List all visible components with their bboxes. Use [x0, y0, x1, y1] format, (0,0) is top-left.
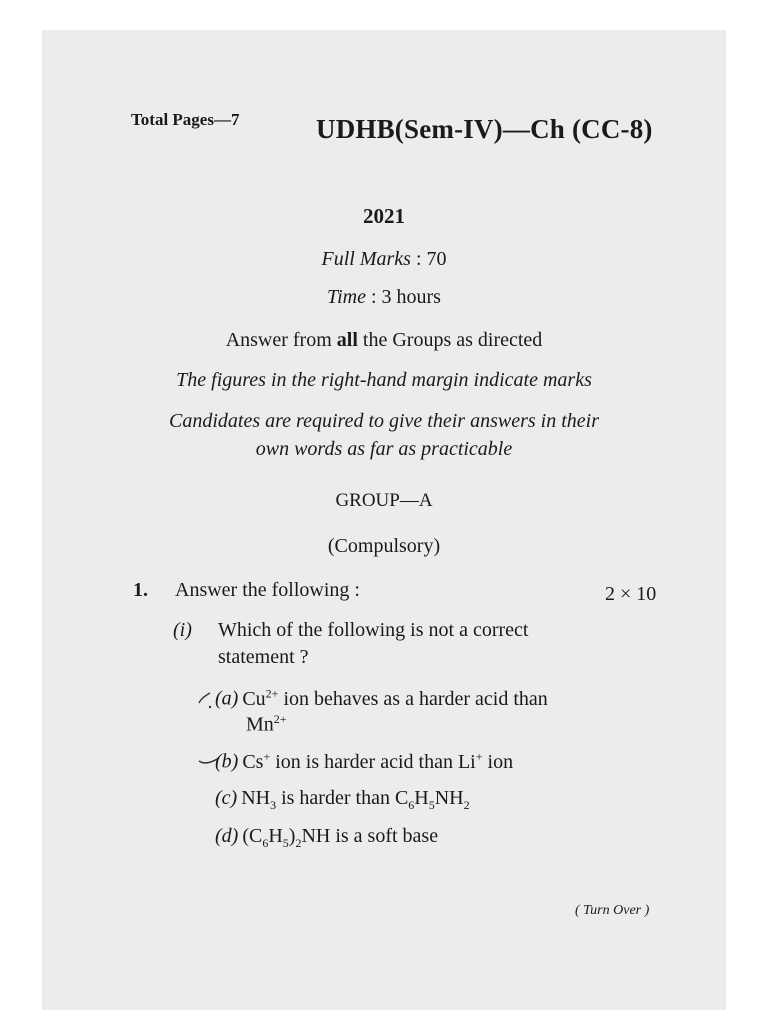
handwritten-mark-icon	[197, 690, 213, 712]
instruction-marks: The figures in the right-hand margin indicate marks	[176, 369, 592, 391]
total-pages: Total Pages—7	[131, 110, 240, 129]
option-c-label: (c)	[215, 787, 238, 809]
group-title: GROUP—A	[335, 490, 433, 511]
option-b	[215, 749, 513, 774]
subquestion-text-line1: Which of the following is not a correct	[218, 619, 529, 641]
question-marks: 2 × 10	[605, 583, 657, 605]
option-a-text: $Cu^{2+}$ ion behaves as a harder acid than	[242, 686, 548, 710]
group-subtitle: (Compulsory)	[327, 535, 441, 557]
option-b-text: Cs+ ion is harder acid than Li+ ion	[242, 749, 514, 773]
instruction-own-words-line1: Candidates are required to give their answers in their	[169, 410, 599, 432]
exam-year: 2021	[363, 204, 405, 228]
option-d	[215, 825, 438, 851]
option-a-line2: $Mn^{2+}$	[246, 712, 287, 736]
full-marks: Full Marks : 70	[321, 248, 447, 270]
subquestion-text-line2: statement ?	[218, 646, 309, 668]
paper-code: UDHB(Sem-IV)—Ch (CC-8)	[316, 114, 653, 144]
instruction-own-words-line2: own words as far as practicable	[255, 438, 513, 460]
option-d-text: $(C_6H_5)_2NH$ is a soft base	[242, 825, 439, 850]
option-d-label: (d)	[215, 825, 239, 847]
instruction-groups: Answer from all the Groups as directed	[225, 329, 543, 351]
option-a-label: (a)	[215, 687, 239, 710]
option-b-label: (b)	[215, 750, 239, 773]
option-a	[215, 686, 548, 711]
question-text: Answer the following :	[175, 579, 360, 601]
turn-over: ( Turn Over )	[575, 903, 650, 918]
question-number: 1.	[133, 579, 148, 601]
option-c	[215, 787, 470, 813]
option-c-text: $NH_3$ is harder than $C_6H_5NH_2$	[241, 787, 470, 812]
exam-time: Time : 3 hours	[327, 286, 441, 308]
exam-page	[42, 30, 726, 1010]
subquestion-label: (i)	[173, 619, 192, 641]
